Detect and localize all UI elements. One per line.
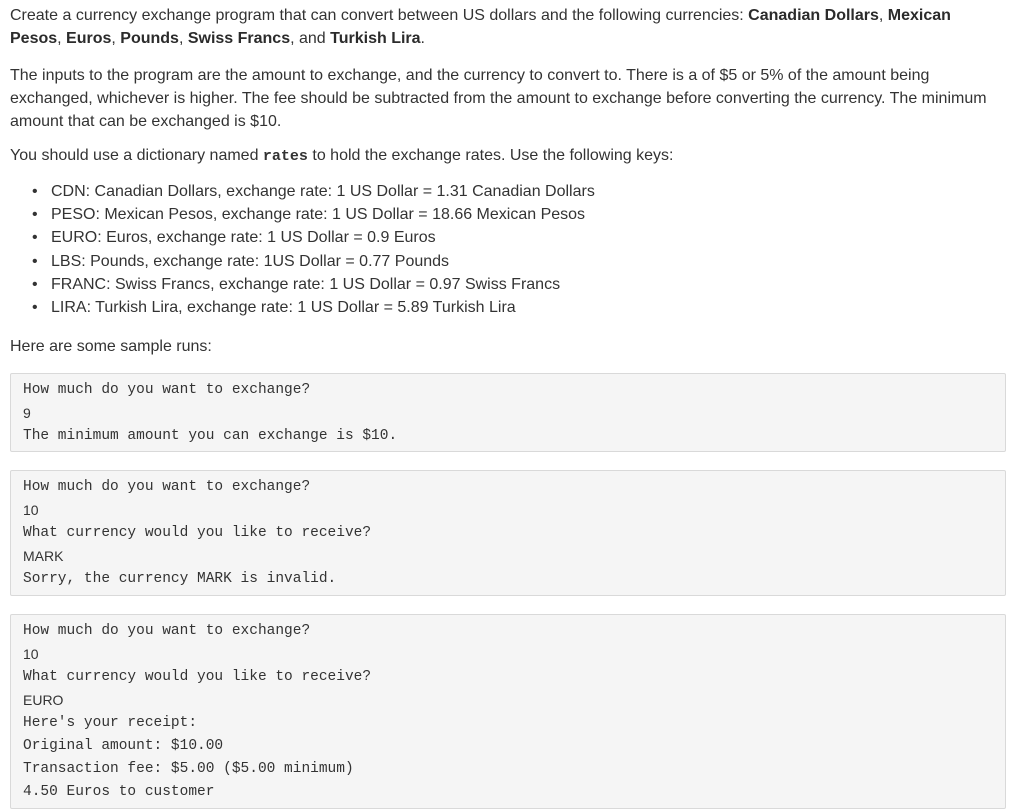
currency-name: Swiss Francs (187, 30, 291, 47)
currency-name: Pounds (120, 30, 179, 47)
separator: , (111, 30, 121, 47)
separator: , (57, 30, 67, 47)
intro-paragraph (10, 4, 1006, 50)
console-line: How much do you want to exchange? (23, 382, 311, 399)
inputs-paragraph: The inputs to the program are the amount to exchange, and the currency to convert to. There is a of $5 or 5% of the amount being exchanged, whichever is higher. The fee should be subtracted from the amount to exchange before converting the currency. The minimum amount that can be exchanged is $10. (10, 67, 987, 130)
currency-name: Canadian Dollars (748, 7, 879, 24)
console-input-line: EURO (23, 692, 64, 709)
console-line: Here's your receipt: (23, 715, 198, 732)
console-line: 4.50 Euros to customer (23, 784, 215, 801)
separator: . (420, 30, 425, 47)
rate-item-text: LBS: Pounds, exchange rate: 1US Dollar = 0.77 Pounds (51, 252, 450, 270)
console-input-line: 10 (23, 502, 39, 519)
bullet-icon: • (32, 183, 38, 200)
rates-code: rates (262, 148, 308, 165)
console-input-line: 9 (23, 405, 31, 422)
rate-item (30, 180, 1006, 203)
rates-paragraph (10, 144, 1006, 168)
console-line: What currency would you like to receive? (23, 525, 372, 542)
console-line: Sorry, the currency MARK is invalid. (23, 571, 337, 588)
sample-run-console (10, 614, 1006, 809)
bullet-icon: • (32, 206, 38, 224)
console-line: Transaction fee: $5.00 ($5.00 minimum) (23, 761, 354, 778)
rate-item (30, 296, 1006, 319)
console-input-line: MARK (23, 548, 64, 565)
currency-name: Mexican Pesos (10, 7, 951, 47)
currency-name: Turkish Lira (330, 30, 421, 47)
rate-item-text: LIRA: Turkish Lira, exchange rate: 1 US Dollar = 5.89 Turkish Lira (51, 299, 516, 317)
currency-name: Euros (66, 30, 112, 47)
rate-item (30, 250, 1006, 273)
rates-text: to hold the exchange rates. Use the following keys: (307, 147, 674, 164)
rate-item-text: EURO: Euros, exchange rate: 1 US Dollar = 0.9 Euros (51, 229, 436, 247)
sample-run-console (10, 373, 1006, 452)
console-line: What currency would you like to receive? (23, 669, 372, 686)
rate-item-text: CDN: Canadian Dollars, exchange rate: 1 US Dollar = 1.31 Canadian Dollars (51, 183, 595, 200)
console-line: How much do you want to exchange? (23, 479, 311, 496)
rates-text: You should use a dictionary named (10, 147, 263, 164)
bullet-icon: • (32, 252, 38, 270)
sample-run-console (10, 470, 1006, 596)
rates-list (10, 180, 1006, 319)
separator: , and (290, 30, 331, 47)
rate-item (30, 226, 1006, 249)
separator: , (178, 30, 188, 47)
console-input-line: 10 (23, 646, 39, 663)
rate-item (30, 203, 1006, 226)
bullet-icon: • (32, 275, 38, 293)
console-line: Original amount: $10.00 (23, 738, 224, 755)
console-line: How much do you want to exchange? (23, 623, 311, 640)
sample-runs-title: Here are some sample runs: (10, 338, 212, 356)
separator: , (878, 7, 888, 24)
bullet-icon: • (32, 229, 38, 247)
console-line: The minimum amount you can exchange is $10. (23, 428, 398, 445)
bullet-icon: • (32, 299, 38, 317)
rate-item-text: FRANC: Swiss Francs, exchange rate: 1 US Dollar = 0.97 Swiss Francs (51, 275, 561, 293)
rate-item-text: PESO: Mexican Pesos, exchange rate: 1 US Dollar = 18.66 Mexican Pesos (51, 206, 586, 224)
intro-text: Create a currency exchange program that can convert between US dollars and the following currencies: (10, 7, 749, 24)
rate-item (30, 273, 1006, 296)
